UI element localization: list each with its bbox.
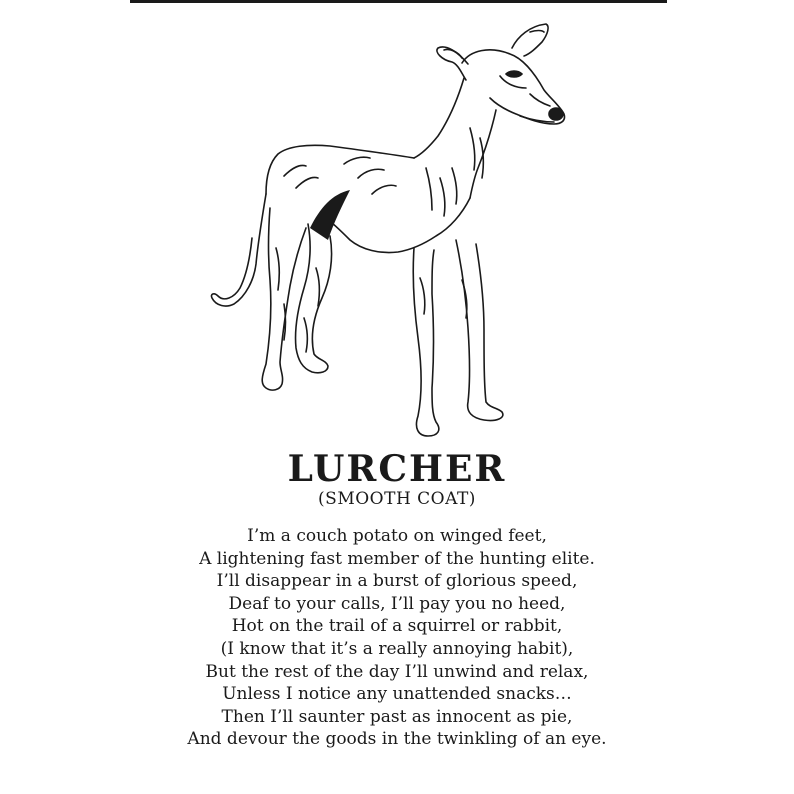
poem-line: I’m a couch potato on winged feet,: [247, 526, 547, 546]
page-subtitle: (SMOOTH COAT): [318, 489, 476, 509]
dog-front-leg-front: [456, 240, 503, 421]
page-title: LURCHER: [287, 448, 507, 490]
dog-ear-left: [437, 47, 468, 80]
poem-line: And devour the goods in the twinkling of an eye.: [187, 729, 607, 750]
dog-rear-leg-back: [262, 208, 306, 390]
dog-front-leg-back: [413, 248, 439, 436]
poem: [0, 525, 794, 751]
poem-line: A lightening fast member of the hunting elite.: [199, 548, 595, 569]
poem-line: (I know that it’s a really annoying habit),: [220, 638, 574, 659]
dog-ear-right: [512, 24, 548, 56]
top-rule: [130, 0, 667, 3]
poem-line: Then I’ll saunter past as innocent as pie,: [221, 706, 573, 727]
poem-line: Deaf to your calls, I’ll pay you no heed,: [228, 593, 566, 614]
dog-nose: [549, 108, 563, 120]
dog-neck: [414, 78, 464, 158]
poem-line: I’ll disappear in a burst of glorious speed,: [216, 571, 578, 592]
lurcher-dog-illustration: [200, 18, 580, 443]
poem-line: Hot on the trail of a squirrel or rabbit,: [231, 616, 563, 637]
dog-rear-leg-front: [295, 224, 331, 373]
dog-eye: [506, 71, 522, 77]
poem-line: But the rest of the day I’ll unwind and relax,: [205, 661, 589, 682]
dog-chest: [326, 198, 470, 253]
dog-tail: [211, 194, 266, 306]
poem-line: Unless I notice any unattended snacks…: [222, 684, 572, 705]
dog-back: [266, 145, 414, 194]
